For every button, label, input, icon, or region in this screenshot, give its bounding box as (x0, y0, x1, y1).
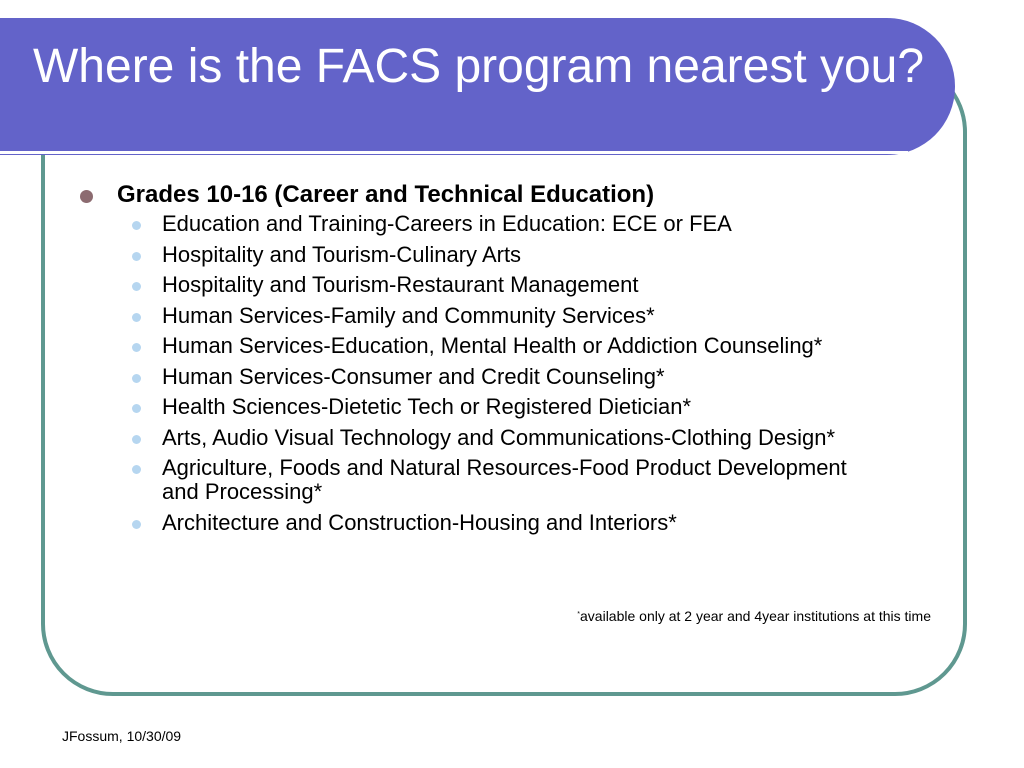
sub-bullet-item (78, 456, 872, 504)
main-bullet-text: Grades 10-16 (Career and Technical Education) (117, 181, 655, 208)
sub-bullet-text: Human Services-Consumer and Credit Counseling* (162, 363, 665, 389)
sub-bullet-text: Health Sciences-Dietetic Tech or Registered Dietician* (162, 394, 692, 419)
title-underline (0, 151, 908, 154)
sub-bullet-item (78, 395, 872, 419)
sub-bullet-dot-icon (132, 282, 141, 291)
sub-bullet-item (78, 334, 872, 358)
footer-author-date: JFossum, 10/30/09 (62, 728, 182, 744)
sub-bullet-dot-icon (132, 435, 141, 444)
main-bullet-item (78, 178, 948, 212)
sub-bullet-dot-icon (132, 404, 141, 413)
slide-title: Where is the FACS program nearest you? (33, 40, 925, 93)
sub-bullet-dot-icon (132, 221, 141, 230)
sub-bullet-text: Hospitality and Tourism-Restaurant Management (162, 272, 639, 297)
sub-bullet-dot-icon (132, 313, 141, 322)
footnote-text: available only at 2 year and 4year institutions at this time (580, 608, 931, 624)
bullet-list (78, 178, 948, 541)
sub-bullet-dot-icon (132, 252, 141, 261)
sub-bullet-text: Hospitality and Tourism-Culinary Arts (162, 241, 522, 267)
main-bullet-dot-icon (80, 190, 93, 203)
sub-bullet-text: Human Services-Education, Mental Health or Addiction Counseling* (162, 333, 823, 358)
footnote-marker: * (577, 611, 581, 618)
sub-bullet-dot-icon (132, 374, 141, 383)
sub-bullet-item (78, 212, 872, 236)
title-bar (0, 18, 955, 155)
sub-bullet-text: Agriculture, Foods and Natural Resources-Food Product Development and Processing* (162, 455, 847, 504)
footnote (577, 608, 931, 624)
sub-bullet-item (78, 243, 872, 267)
sub-bullet-list (78, 212, 948, 535)
sub-bullet-item (78, 511, 872, 535)
sub-bullet-item (78, 426, 872, 450)
sub-bullet-dot-icon (132, 465, 141, 474)
sub-bullet-container (78, 212, 948, 535)
sub-bullet-text: Education and Training-Careers in Education: ECE or FEA (162, 211, 732, 236)
sub-bullet-dot-icon (132, 343, 141, 352)
sub-bullet-item (78, 365, 872, 389)
sub-bullet-text: Architecture and Construction-Housing and Interiors* (162, 509, 677, 535)
sub-bullet-item (78, 273, 872, 297)
sub-bullet-text: Arts, Audio Visual Technology and Communications-Clothing Design* (162, 424, 836, 450)
sub-bullet-item (78, 304, 872, 328)
sub-bullet-text: Human Services-Family and Community Services* (162, 302, 655, 328)
sub-bullet-dot-icon (132, 520, 141, 529)
